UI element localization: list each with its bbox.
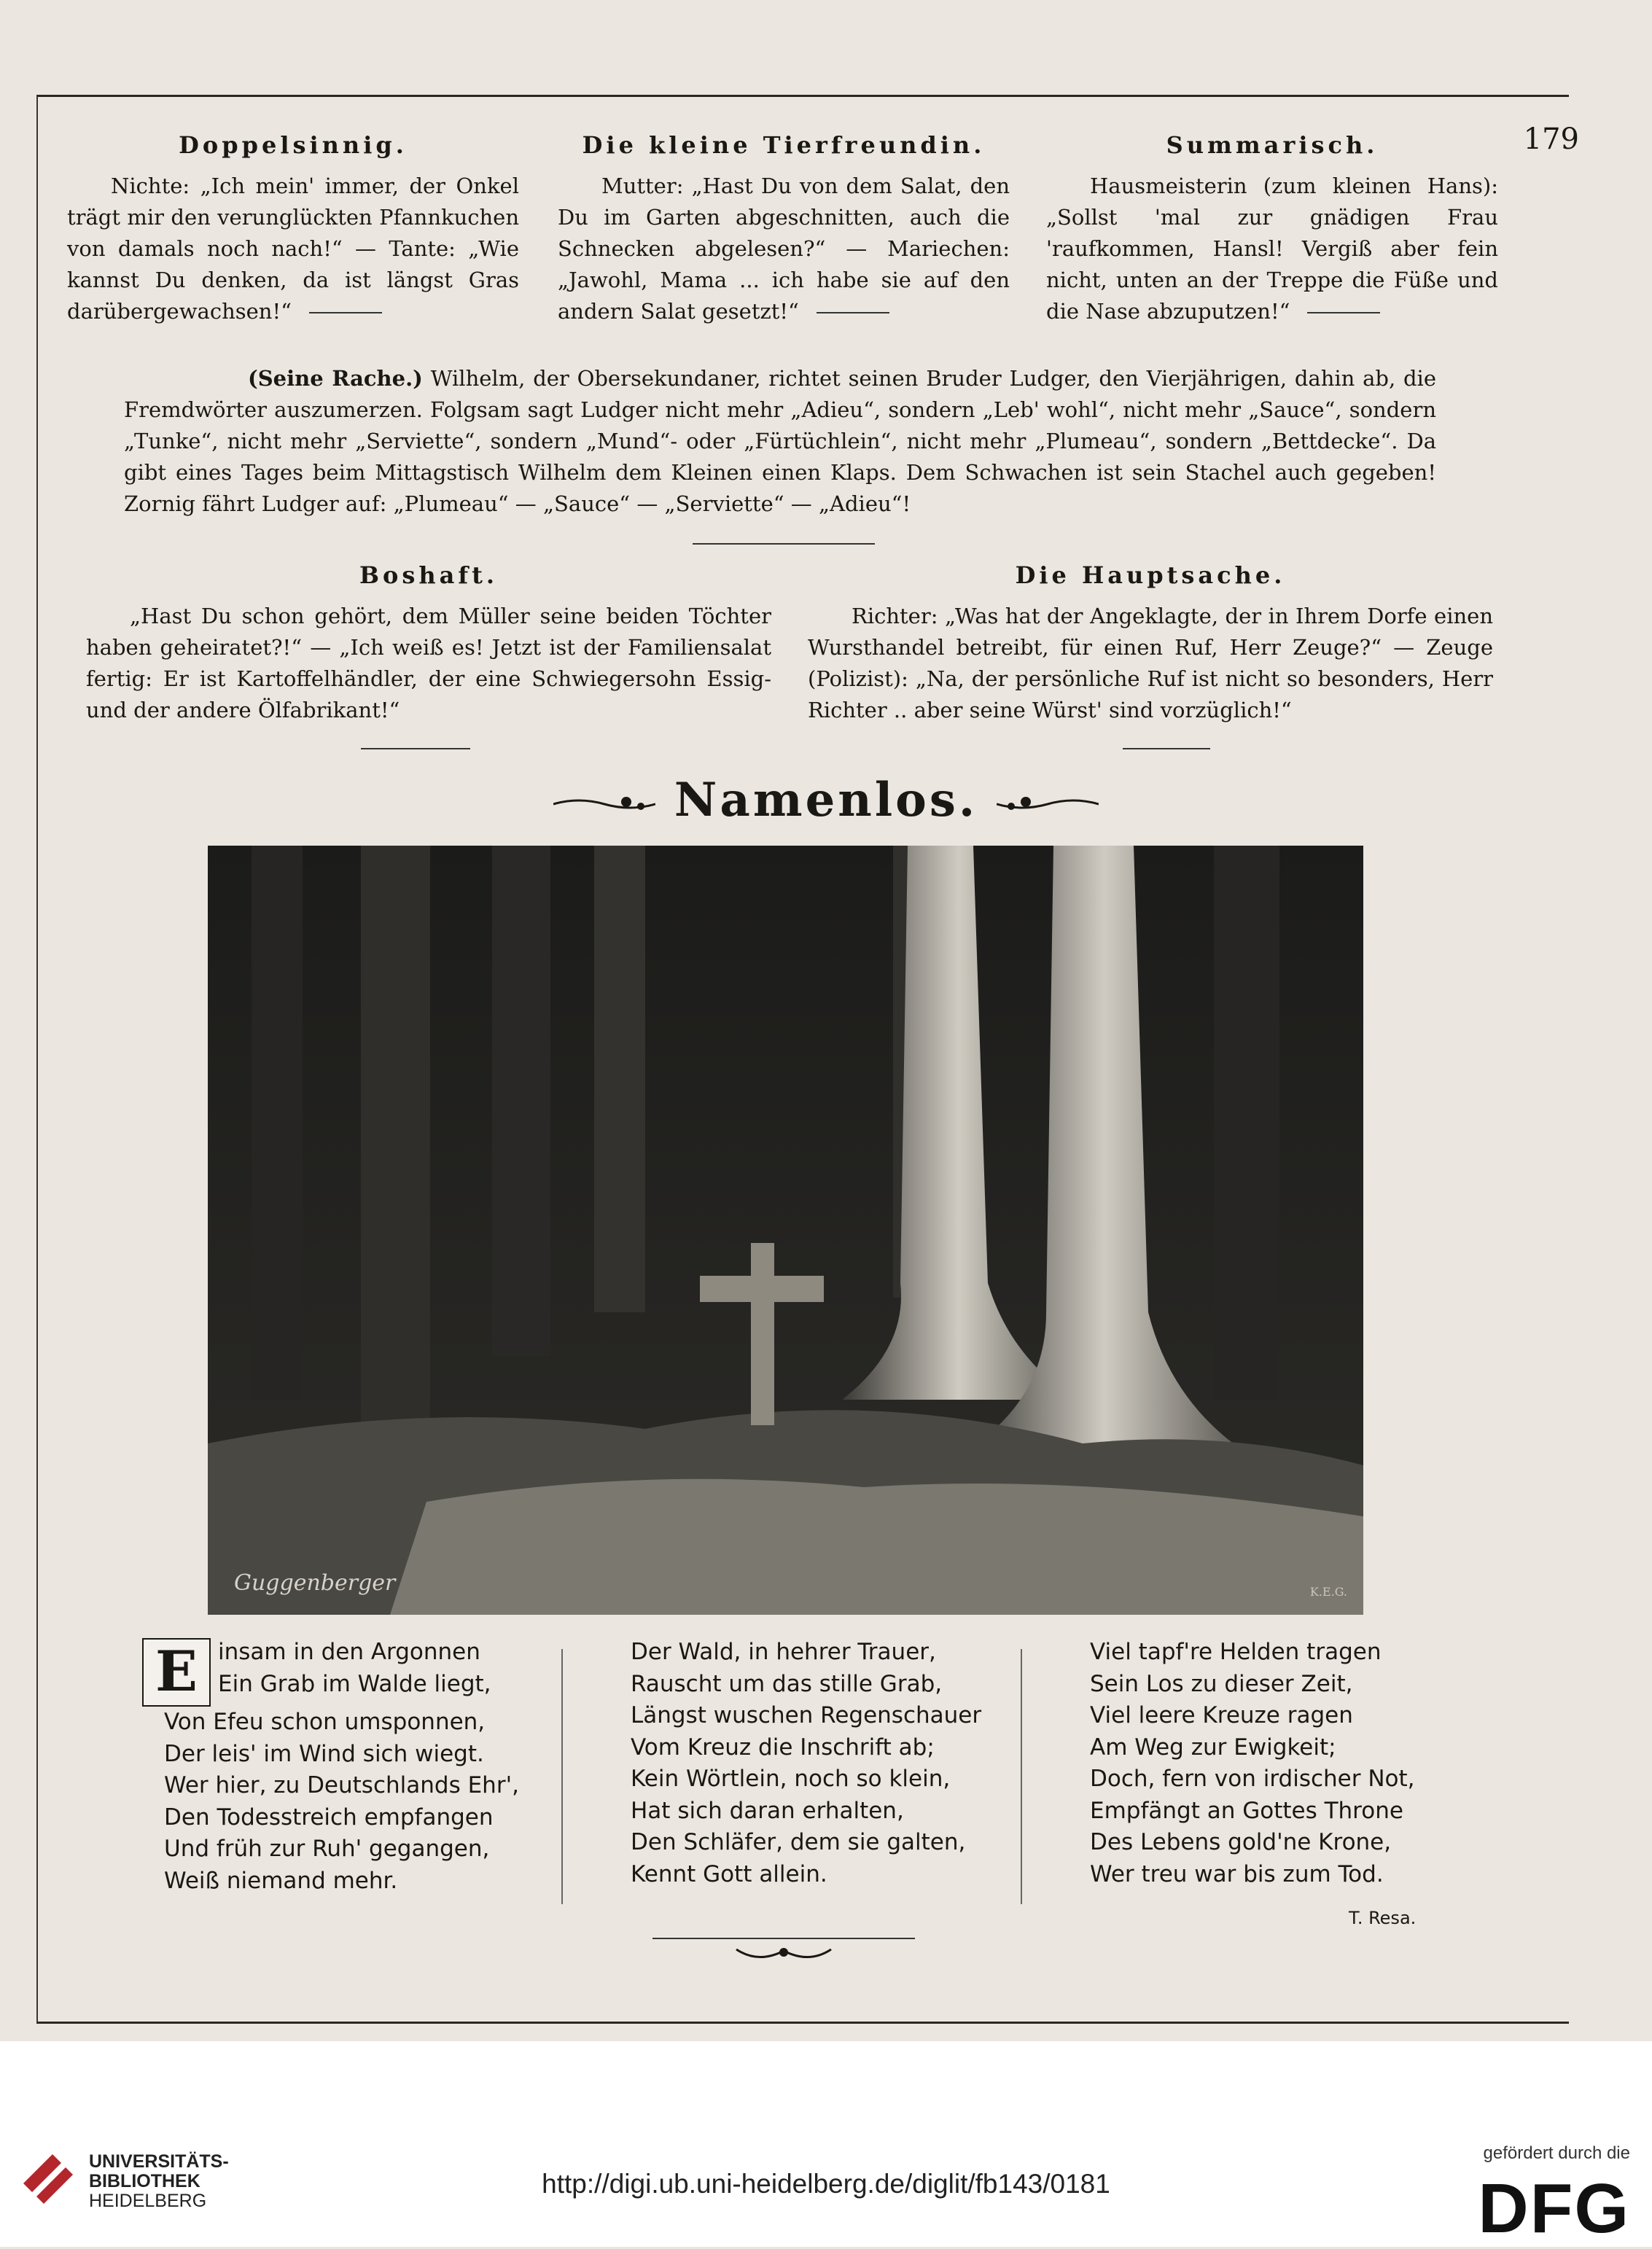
poem-line: Vom Kreuz die Inschrift ab;: [631, 1734, 935, 1761]
column-separator: [561, 1649, 563, 1904]
heading-tierfreundin: Die kleine Tierfreundin.: [582, 131, 986, 159]
poem-line: Doch, fern von irdischer Not,: [1090, 1766, 1415, 1792]
text-doppelsinnig: Nichte: „Ich mein' immer, der Onkel trägt mir den verunglückten Pfannkuchen von damals noch nach!“ — Tante: „Wie kannst Du denken, da ist längst Gras darübergewachsen!“: [67, 174, 519, 324]
forest-scene-icon: [208, 846, 1363, 1615]
heading-seine-rache: (Seine Rache.): [248, 366, 423, 391]
heading-hauptsache: Die Hauptsache.: [1015, 561, 1286, 589]
section-divider-left: [361, 748, 470, 749]
poem-stanza-2: [631, 1637, 981, 1890]
poem-title-line: [0, 773, 1652, 827]
poem-line: Des Lebens gold'ne Krone,: [1090, 1829, 1392, 1855]
poem-line: Und früh zur Ruh' gegangen,: [164, 1836, 490, 1862]
poem-line: Ein Grab im Walde liegt,: [218, 1670, 491, 1697]
poem-line: Kennt Gott allein.: [631, 1860, 827, 1887]
footer-bar: [0, 2041, 1652, 2247]
closing-ornament-icon: [729, 1942, 838, 1964]
poem-line: Empfängt an Gottes Throne: [1090, 1797, 1403, 1824]
text-hauptsache: Richter: „Was hat der Angeklagte, der in Ihrem Dorfe einen Wursthandel betreibt, für einen Ruf, Herr Zeuge?“ — Zeuge (Polizist): „Na, der persönliche Ruf ist nicht so besonders, Herr Richter .. aber seine Würst' sind vorzüglich!“: [808, 604, 1493, 722]
text-tierfreundin: Mutter: „Hast Du von dem Salat, den Du im Garten abgeschnitten, auch die Schnecken abgelesen?“ — Mariechen: „Jawohl, Mama ... ich habe sie auf den andern Salat gesetzt!“: [558, 174, 1010, 324]
poem-line: Von Efeu schon umsponnen,: [164, 1709, 486, 1735]
library-name-line3: HEIDELBERG: [89, 2191, 207, 2211]
heading-summarisch: Summarisch.: [1166, 131, 1379, 159]
column-doppelsinnig: [67, 131, 519, 327]
section-divider-right: [1123, 748, 1210, 749]
heading-boshaft: Boshaft.: [359, 561, 499, 589]
poem-author: T. Resa.: [1349, 1908, 1417, 1928]
column-hauptsache: [808, 561, 1493, 726]
poem-stanza-3: [1090, 1637, 1415, 1890]
poem-line: Hat sich daran erhalten,: [631, 1797, 904, 1824]
poem-line: Wer treu war bis zum Tod.: [1090, 1860, 1384, 1887]
poem-line: Den Todesstreich empfangen: [164, 1804, 494, 1831]
library-name-line2: BIBLIOTHEK: [89, 2171, 200, 2191]
poem-line: Den Schläfer, dem sie galten,: [631, 1829, 966, 1855]
poem-line: Viel leere Kreuze ragen: [1090, 1702, 1353, 1728]
section-divider: [693, 543, 875, 545]
end-rule: [817, 312, 889, 313]
poem-line: Rauscht um das stille Grab,: [631, 1670, 943, 1697]
text-boshaft: „Hast Du schon gehört, dem Müller seine beiden Töchter haben geheiratet?!“ — „Ich weiß es! Jetzt ist der Familiensalat fertig: Er ist Kartoffelhändler, der eine Schwiegersohn Essig- und der andere Ölfabrikant!“: [86, 604, 771, 722]
poem-stanza-1: [155, 1637, 519, 1897]
paragraph-seine-rache: [124, 363, 1436, 520]
dropcap: E: [142, 1638, 211, 1707]
poem-line: Der Wald, in hehrer Trauer,: [631, 1639, 936, 1665]
poem-line: insam in den Argonnen: [218, 1639, 480, 1665]
column-separator: [1021, 1649, 1022, 1904]
end-rule: [1307, 312, 1380, 313]
column-summarisch: [1046, 131, 1498, 327]
dfg-logo: DFG: [1478, 2170, 1630, 2248]
poem-line: Am Weg zur Ewigkeit;: [1090, 1734, 1336, 1761]
text-summarisch: Hausmeisterin (zum kleinen Hans): „Sollst 'mal zur gnädigen Frau 'raufkommen, Hansl! Vergiß aber fein nicht, unten an der Treppe die Füße und die Nase abzuputzen!“: [1046, 174, 1498, 324]
poem-line: Viel tapf're Helden tragen: [1090, 1639, 1382, 1665]
ornament-left-icon: [553, 793, 655, 815]
text-seine-rache: Wilhelm, der Obersekundaner, richtet seinen Bruder Ludger, den Vierjährigen, dahin ab, die Fremdwörter auszumerzen. Folgsam sagt Ludger nicht mehr „Adieu“, sondern „Leb' wohl“, nicht mehr „Sauce“, sondern „Tunke“, nicht mehr „Serviette“, sondern „Mund“- oder „Fürtüchlein“, nicht mehr „Plumeau“, sondern „Bettdecke“. Da gibt eines Tages beim Mittagstisch Wilhelm dem Kleinen einen Klaps. Dem Schwachen ist sein Stachel auch gegeben! Zornig fährt Ludger auf: „Plumeau“ — „Sauce“ — „Serviette“ — „Adieu“!: [124, 366, 1436, 516]
forest-grave-illustration: [208, 846, 1363, 1615]
poem-line: Sein Los zu dieser Zeit,: [1090, 1670, 1353, 1697]
poem-line: Der leis' im Wind sich wiegt.: [164, 1740, 484, 1767]
ornament-right-icon: [997, 793, 1099, 815]
poem-line: Längst wuschen Regenschauer: [631, 1702, 982, 1728]
poem-line: Weiß niemand mehr.: [164, 1867, 398, 1894]
poem-line: Kein Wörtlein, noch so klein,: [631, 1766, 951, 1792]
end-rule: [309, 312, 382, 313]
funded-by-text: gefördert durch die: [1483, 2143, 1630, 2163]
column-boshaft: [86, 561, 771, 726]
library-name-line1: UNIVERSITÄTS-: [89, 2151, 229, 2172]
illustration-signature: Guggenberger: [234, 1570, 396, 1596]
column-tierfreundin: [558, 131, 1010, 327]
heading-doppelsinnig: Doppelsinnig.: [179, 131, 408, 159]
page-number: 179: [1523, 122, 1579, 156]
poem-line: Wer hier, zu Deutschlands Ehr',: [164, 1772, 519, 1798]
permalink-url[interactable]: http://digi.ub.uni-heidelberg.de/diglit/fb143/0181: [542, 2169, 1110, 2199]
closing-rule: [652, 1938, 915, 1939]
illustration-monogram: K.E.G.: [1309, 1585, 1347, 1599]
poem-title: Namenlos.: [674, 773, 978, 827]
